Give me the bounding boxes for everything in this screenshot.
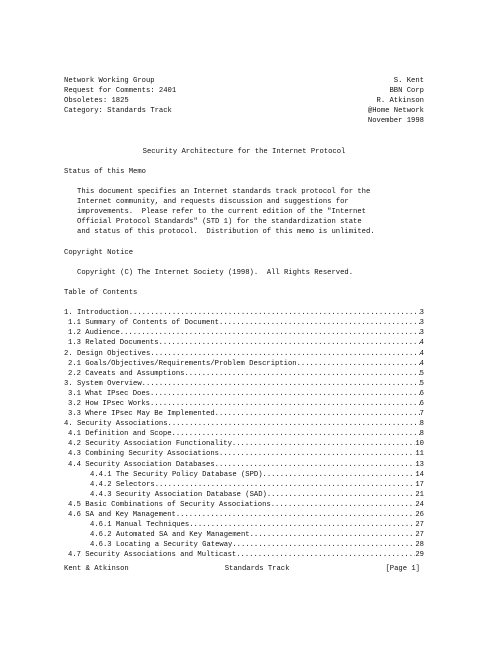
rfc-header [64, 76, 424, 126]
toc-entry[interactable] [64, 480, 424, 490]
toc-entry[interactable] [64, 429, 424, 439]
footer-category: Standards Track [224, 565, 290, 573]
status-line: This document specifies an Internet standards track protocol for the [77, 188, 371, 197]
status-heading: Status of this Memo [64, 167, 146, 176]
toc-entry-page: 8 [419, 430, 424, 439]
header-row [64, 86, 424, 96]
toc-entry[interactable] [64, 520, 424, 530]
header-row [64, 76, 424, 86]
toc-leader-dots [150, 399, 420, 409]
toc-leader-dots [271, 500, 416, 510]
toc-entry-title: 4.3 Combining Security Associations [68, 450, 219, 459]
header-row [64, 116, 424, 126]
toc-entry-page: 14 [415, 470, 424, 479]
header-right-text: @Home Network [367, 107, 424, 116]
toc-entry[interactable] [64, 359, 424, 369]
toc-leader-dots [159, 338, 420, 348]
toc-leader-dots [215, 409, 420, 419]
toc-entry-title: 4.6.1 Manual Techniques [90, 521, 190, 530]
toc-entry-title: 3.2 How IPsec Works [68, 400, 150, 408]
toc-entry-title: 4.6.3 Locating a Security Gateway [90, 541, 233, 550]
toc-entry-page: 4 [419, 339, 424, 348]
toc-entry-title: 4.6 SA and Key Management [68, 511, 176, 520]
toc-entry-title: 4.2 Security Association Functionality [68, 440, 232, 449]
toc-entry-title: 2.2 Caveats and Assumptions [68, 369, 185, 378]
toc-entry[interactable] [64, 318, 424, 328]
header-right-text: November 1998 [367, 117, 424, 126]
toc-entry[interactable] [64, 419, 424, 429]
header-row [64, 96, 424, 106]
toc-entry-title: 4. Security Associations [64, 420, 168, 429]
toc-entry-page: 27 [415, 521, 424, 530]
toc-leader-dots [184, 369, 419, 379]
status-line: Internet community, and requests discussion and suggestions for [77, 198, 349, 207]
header-left-text: Request for Comments: 2401 [64, 87, 177, 96]
toc-entry[interactable] [64, 449, 424, 459]
status-line: improvements. Please refer to the current edition of the "Internet [77, 208, 366, 217]
toc-entry-title: 4.1 Definition and Scope [68, 430, 172, 439]
toc-leader-dots [150, 389, 420, 399]
toc-entry[interactable] [64, 540, 424, 550]
toc-entry[interactable] [64, 470, 424, 480]
toc-entry[interactable] [64, 349, 424, 359]
toc-entry-title: 3. System Overview [64, 379, 142, 388]
toc-leader-dots [168, 419, 420, 429]
toc-entry-page: 4 [419, 349, 424, 358]
toc-entry[interactable] [64, 369, 424, 379]
toc-entry-page: 10 [415, 440, 424, 449]
toc-entry-page: 7 [419, 410, 424, 419]
toc-entry-page: 17 [415, 480, 424, 489]
status-line: Official Protocol Standards" (STD 1) for the standardization state [77, 218, 362, 227]
toc-entry-page: 13 [415, 460, 424, 469]
toc-entry-page: 28 [415, 541, 424, 550]
toc-entry-page: 6 [419, 400, 424, 408]
toc-entry-page: 3 [419, 309, 424, 318]
header-left-text: Category: Standards Track [64, 107, 172, 116]
toc-leader-dots [219, 318, 420, 328]
footer-page-number: [Page 1] [385, 565, 420, 573]
toc-leader-dots [142, 379, 420, 389]
copyright-text: Copyright (C) The Internet Society (1998). All Rights Reserved. [77, 268, 354, 277]
header-right-text: BBN Corp [389, 87, 424, 96]
header-left-text: Obsoletes: 1825 [64, 97, 129, 106]
header-left-text: Network Working Group [64, 77, 155, 85]
toc-entry-page: 11 [415, 450, 424, 459]
footer-authors: Kent & Atkinson [64, 565, 129, 573]
toc-entry-title: 4.7 Security Associations and Multicast [68, 551, 237, 560]
toc-entry[interactable] [64, 510, 424, 520]
toc-leader-dots [236, 550, 415, 560]
toc-entry-title: 4.4 Security Association Databases [68, 460, 215, 469]
toc-entry-page: 27 [415, 531, 424, 540]
toc-leader-dots [267, 490, 416, 500]
toc-leader-dots [232, 439, 415, 449]
toc-leader-dots [219, 449, 415, 459]
toc-entry[interactable] [64, 409, 424, 419]
toc-entry[interactable] [64, 500, 424, 510]
toc-entry-page: 3 [419, 319, 424, 328]
toc-leader-dots [150, 349, 419, 359]
page-footer [64, 565, 420, 573]
toc-entry[interactable] [64, 389, 424, 399]
copyright-heading: Copyright Notice [64, 248, 134, 257]
toc-entry-title: 1.2 Audience [68, 329, 120, 338]
toc-entry[interactable] [64, 338, 424, 348]
toc-entry-page: 4 [419, 359, 424, 368]
toc-entry-page: 5 [419, 369, 424, 378]
toc-entry-page: 3 [419, 329, 424, 338]
toc-leader-dots [172, 429, 420, 439]
toc-entry-title: 1. Introduction [64, 309, 129, 318]
toc-entry[interactable] [64, 328, 424, 338]
header-right-text: R. Atkinson [376, 97, 424, 106]
toc-entry-page: 21 [415, 490, 424, 499]
toc-entry-title: 1.1 Summary of Contents of Document [68, 319, 219, 328]
toc-entry[interactable] [64, 308, 424, 318]
toc-entry-page: 6 [419, 389, 424, 398]
toc-entry[interactable] [64, 530, 424, 540]
toc-leader-dots [155, 480, 416, 490]
toc-entry-page: 8 [419, 420, 424, 429]
toc-leader-dots [297, 359, 420, 369]
toc-leader-dots [263, 470, 416, 480]
document-title: Security Architecture for the Internet Protocol [142, 147, 346, 156]
status-line: and status of this protocol. Distribution of this memo is unlimited. [77, 228, 375, 237]
toc-leader-dots [250, 530, 416, 540]
toc-entry-title: 3.3 Where IPsec May Be Implemented [68, 410, 215, 419]
toc-leader-dots [120, 328, 420, 338]
toc-entry-page: 24 [415, 500, 424, 509]
toc-leader-dots [189, 520, 415, 530]
toc-leader-dots [215, 460, 416, 470]
toc-entry-title: 4.4.1 The Security Policy Database (SPD) [90, 470, 263, 479]
toc-entry-page: 29 [415, 551, 424, 560]
toc-leader-dots [176, 510, 416, 520]
toc-entry[interactable] [64, 460, 424, 470]
toc-entry[interactable] [64, 379, 424, 389]
toc-leader-dots [232, 540, 415, 550]
toc-entry[interactable] [64, 439, 424, 449]
toc-entry[interactable] [64, 399, 424, 409]
toc-entry-title: 2.1 Goals/Objectives/Requirements/Problem Description [68, 359, 297, 368]
rfc-document [64, 76, 424, 561]
toc-entry[interactable] [64, 490, 424, 500]
toc-entry-title: 4.4.2 Selectors [90, 480, 155, 489]
toc-entry-page: 5 [419, 379, 424, 388]
toc-entry-title: 3.1 What IPsec Does [68, 389, 150, 398]
toc-entry-page: 26 [415, 511, 424, 520]
toc-entry-title: 2. Design Objectives [64, 349, 151, 358]
table-of-contents [64, 308, 424, 560]
toc-entry-title: 4.5 Basic Combinations of Security Associations [68, 500, 271, 509]
status-paragraph [64, 187, 424, 237]
toc-entry-title: 4.6.2 Automated SA and Key Management [90, 531, 250, 540]
toc-heading: Table of Contents [64, 288, 138, 297]
toc-entry-title: 4.4.3 Security Association Database (SAD) [90, 490, 267, 499]
toc-entry-title: 1.3 Related Documents [68, 339, 159, 348]
toc-leader-dots [129, 308, 420, 318]
header-right-text: S. Kent [393, 77, 424, 85]
toc-entry[interactable] [64, 550, 424, 560]
header-row [64, 106, 424, 116]
